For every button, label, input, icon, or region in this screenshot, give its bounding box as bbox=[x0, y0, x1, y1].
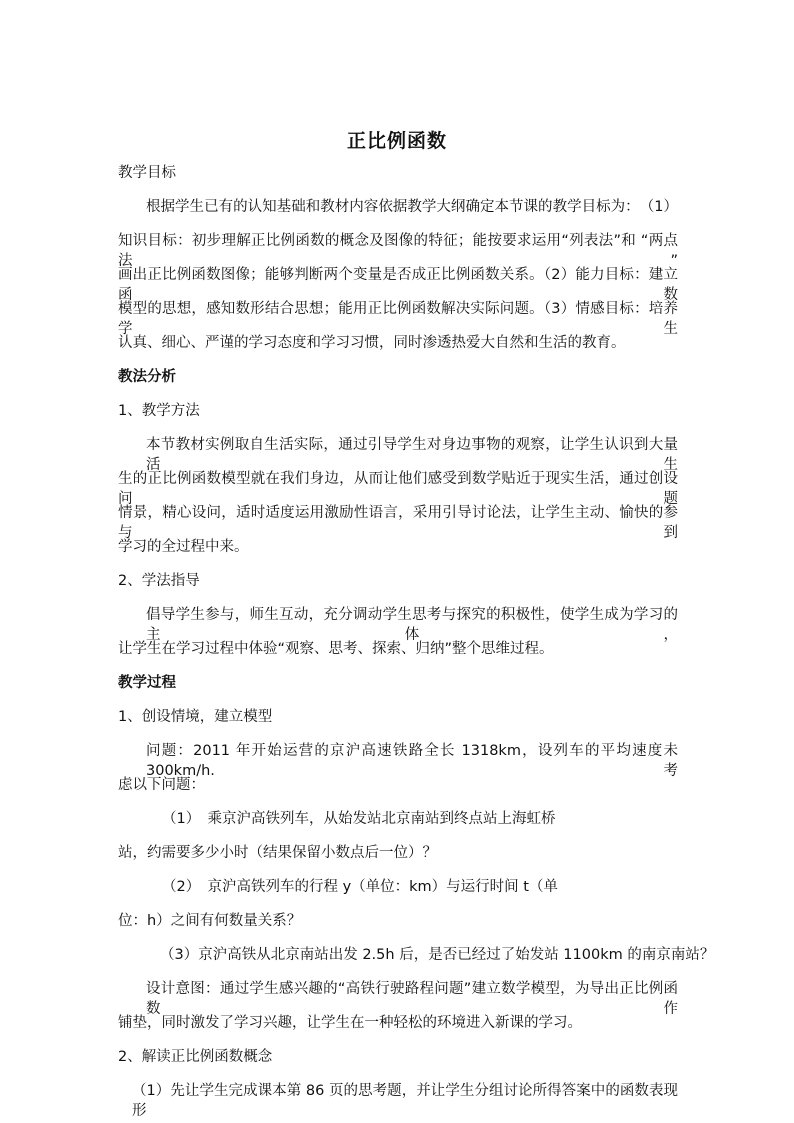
question-item-cont: 位：h）之间有何数量关系？ bbox=[118, 913, 302, 929]
paragraph-line: 本节教材实例取自生活实际，通过引导学生对身边事物的观察，让学生认识到大量活生 bbox=[146, 437, 678, 473]
question-item: （3）京沪高铁从北京南站出发 2.5h 后，是否已经过了始发站 1100km 的南京南站？ bbox=[160, 947, 715, 963]
page-title: 正比例函数 bbox=[346, 130, 447, 152]
paragraph-line: 让学生在学习过程中体验“观察、思考、探索、归纳”整个思维过程。 bbox=[118, 641, 554, 657]
paragraph-line: 倡导学生参与，师生互动，充分调动学生思考与探究的积极性，使学生成为学习的主体， bbox=[146, 607, 678, 643]
section-heading-methods: 教法分析 bbox=[118, 369, 176, 385]
paragraph-line: 模型的思想，感知数形结合思想；能用正比例函数解决实际问题。（3）情感目标：培养学生 bbox=[118, 301, 678, 337]
question-item: （2） 京沪高铁列车的行程 y（单位：km）与运行时间 t（单 bbox=[162, 879, 558, 895]
paragraph-line: 情景，精心设问，适时适度运用激励性语言，采用引导讨论法，让学生主动、愉快的参与到 bbox=[118, 505, 678, 541]
paragraph-line: 认真、细心、严谨的学习态度和学习习惯，同时渗透热爱大自然和生活的教育。 bbox=[118, 335, 626, 351]
subheading: 1、创设情境，建立模型 bbox=[118, 709, 273, 725]
subheading: 1、教学方法 bbox=[118, 403, 200, 419]
paragraph-line: 根据学生已有的认知基础和教材内容依据教学大纲确定本节课的教学目标为： （1） bbox=[146, 199, 678, 215]
section-heading-objectives: 教学目标 bbox=[118, 165, 176, 181]
paragraph-line: 画出正比例函数图像；能够判断两个变量是否成正比例函数关系。（2）能力目标：建立函数 bbox=[118, 267, 678, 303]
question-item: （1） 乘京沪高铁列车，从始发站北京南站到终点站上海虹桥 bbox=[162, 811, 556, 827]
paragraph-line: 铺垫，同时激发了学习兴趣，让学生在一种轻松的环境进入新课的学习。 bbox=[118, 1015, 582, 1031]
question-item-cont: 站，约需要多少小时（结果保留小数点后一位）？ bbox=[118, 845, 437, 861]
paragraph-line: 问题：2011 年开始运营的京沪高速铁路全长 1318km，设列车的平均速度未 300km/h.考 bbox=[146, 743, 678, 779]
paragraph-line: 设计意图：通过学生感兴趣的“高铁行驶路程问题”建立数学模型，为导出正比例函数作 bbox=[146, 981, 678, 1017]
paragraph-line: 虑以下问题： bbox=[118, 777, 205, 793]
paragraph-line: 生的正比例函数模型就在我们身边，从而让他们感受到数学贴近于现实生活，通过创设问题 bbox=[118, 471, 678, 507]
paragraph-line: 学习的全过程中来。 bbox=[118, 539, 249, 555]
subheading: 2、学法指导 bbox=[118, 573, 200, 589]
section-heading-process: 教学过程 bbox=[118, 675, 176, 691]
paragraph-line: 知识目标：初步理解正比例函数的概念及图像的特征；能按要求运用“列表法”和 “两点法” bbox=[118, 233, 678, 269]
subheading: 2、解读正比例函数概念 bbox=[118, 1049, 273, 1065]
paragraph-line: （1）先让学生完成课本第 86 页的思考题，并让学生分组讨论所得答案中的函数表现形 bbox=[132, 1083, 678, 1119]
